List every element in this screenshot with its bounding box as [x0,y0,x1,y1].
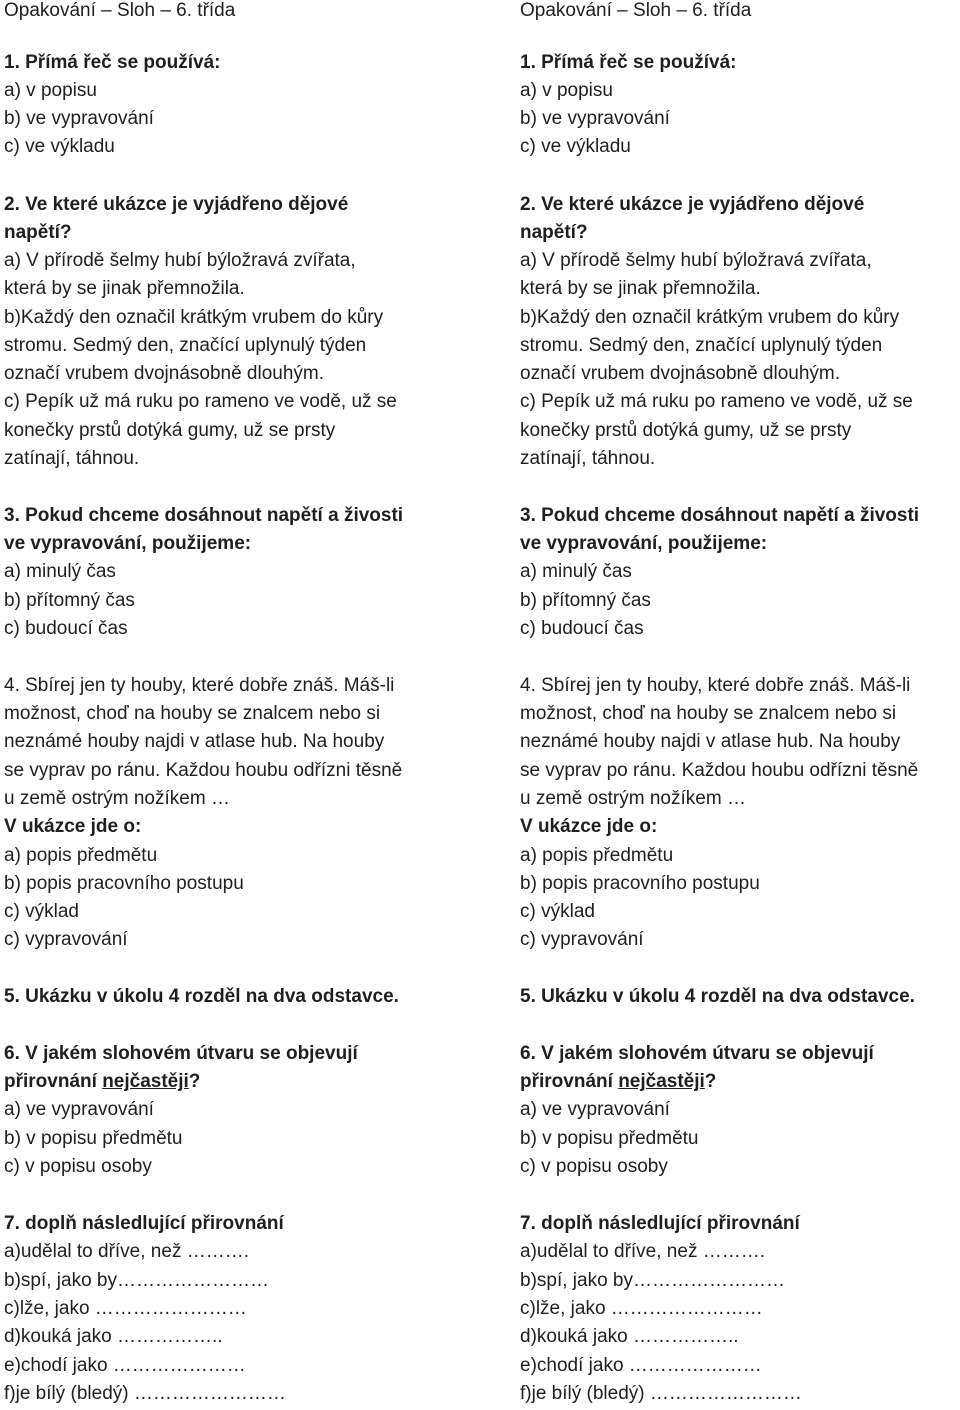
q4-text-line4: se vyprav po ránu. Každou houbu odřízni těsně [520,760,919,781]
q4-prompt: V ukázce jde o: [520,816,658,837]
q4-text-line5: u země ostrým nožíkem … [520,788,746,809]
q4-option-c1: c) výklad [4,901,79,922]
q4-option-a: a) popis předmětu [520,845,674,866]
q2-option-b-line1: b)Každý den označil krátkým vrubem do kůry [520,307,900,328]
q4-text-line2: možnost, choď na houby se znalcem nebo si [520,703,897,724]
q2-option-a-line1: a) V přírodě šelmy hubí býložravá zvířata, [4,250,356,271]
q4-text-line3: neznámé houby najdi v atlase hub. Na houby [520,731,901,752]
q1-question: 1. Přímá řeč se používá: [4,52,221,73]
q5-question: 5. Ukázku v úkolu 4 rozděl na dva odstavce. [520,986,915,1007]
q7-item-c: c)lže, jako …………………… [4,1298,247,1319]
q6-option-a: a) ve vypravování [520,1099,670,1120]
q7-question: 7. doplň následlující přirovnání [520,1213,800,1234]
q7-item-a: a)udělal to dříve, než ………. [520,1241,765,1262]
q3-option-a: a) minulý čas [520,561,632,582]
q4-option-c2: c) vypravování [520,929,644,950]
q7-item-c: c)lže, jako …………………… [520,1298,763,1319]
q4-option-c2: c) vypravování [4,929,128,950]
q6-question-post: ? [704,1071,717,1092]
q2-option-b-line3: označí vrubem dvojnásobně dlouhým. [4,363,325,384]
q7-item-f: f)je bílý (bledý) …………………… [4,1383,286,1404]
q1-option-b: b) ve vypravování [520,108,670,129]
q2-question-line2: napětí? [4,222,72,243]
q7-question: 7. doplň následlující přirovnání [4,1213,284,1234]
q6-question-line2 [4,1069,200,1095]
q3-option-b: b) přítomný čas [520,590,651,611]
q2-option-c-line3: zatínají, táhnou. [520,448,656,469]
q6-question-pre: přirovnání [520,1071,619,1092]
q4-option-a: a) popis předmětu [4,845,158,866]
q6-question-line1: 6. V jakém slohovém útvaru se objevují [520,1043,874,1064]
q2-option-a-line1: a) V přírodě šelmy hubí býložravá zvířata, [520,250,872,271]
q4-text-line1: 4. Sbírej jen ty houby, které dobře znáš. Máš-li [4,675,395,696]
q6-question-underlined: nejčastěji [618,1071,705,1092]
q7-item-b: b)spí, jako by…………………… [520,1270,785,1291]
q7-item-f: f)je bílý (bledý) …………………… [520,1383,802,1404]
q3-option-a: a) minulý čas [4,561,116,582]
q2-question-line1: 2. Ve které ukázce je vyjádřeno dějové [4,194,349,215]
q2-option-b-line3: označí vrubem dvojnásobně dlouhým. [520,363,841,384]
q4-option-b: b) popis pracovního postupu [520,873,760,894]
q6-option-c: c) v popisu osoby [520,1156,668,1177]
q1-option-c: c) ve výkladu [520,136,631,157]
q4-option-c1: c) výklad [520,901,595,922]
q2-option-a-line2: která by se jinak přemnožila. [4,278,245,299]
q2-option-b-line2: stromu. Sedmý den, značící uplynulý týden [520,335,883,356]
q3-question-line1: 3. Pokud chceme dosáhnout napětí a živosti [520,505,920,526]
q2-option-c-line3: zatínají, táhnou. [4,448,140,469]
q6-question-underlined: nejčastěji [102,1071,189,1092]
q4-option-b: b) popis pracovního postupu [4,873,244,894]
q2-question-line2: napětí? [520,222,588,243]
q6-question-pre: přirovnání [4,1071,103,1092]
q7-item-e: e)chodí jako ………………… [520,1355,762,1376]
q7-item-e: e)chodí jako ………………… [4,1355,246,1376]
q6-option-c: c) v popisu osoby [4,1156,152,1177]
worksheet-title: Opakování – Sloh – 6. třída [520,0,752,21]
q7-item-b: b)spí, jako by…………………… [4,1270,269,1291]
q7-item-d: d)kouká jako …………….. [4,1326,223,1347]
q2-option-b-line1: b)Každý den označil krátkým vrubem do kůry [4,307,384,328]
q4-text-line3: neznámé houby najdi v atlase hub. Na houby [4,731,385,752]
q2-option-c-line1: c) Pepík už má ruku po rameno ve vodě, už se [4,391,397,412]
q2-option-a-line2: která by se jinak přemnožila. [520,278,761,299]
q3-option-b: b) přítomný čas [4,590,135,611]
q2-option-b-line2: stromu. Sedmý den, značící uplynulý týden [4,335,367,356]
q6-question-line1: 6. V jakém slohovém útvaru se objevují [4,1043,358,1064]
q2-option-c-line1: c) Pepík už má ruku po rameno ve vodě, už se [520,391,913,412]
q1-option-c: c) ve výkladu [4,136,115,157]
q6-option-b: b) v popisu předmětu [4,1128,183,1149]
q7-item-a: a)udělal to dříve, než ………. [4,1241,249,1262]
q4-text-line2: možnost, choď na houby se znalcem nebo si [4,703,381,724]
q6-question-line2 [520,1069,716,1095]
worksheet-title: Opakování – Sloh – 6. třída [4,0,236,21]
q2-option-c-line2: konečky prstů dotýká gumy, už se prsty [520,420,852,441]
q4-prompt: V ukázce jde o: [4,816,142,837]
q3-option-c: c) budoucí čas [520,618,644,639]
q5-question: 5. Ukázku v úkolu 4 rozděl na dva odstavce. [4,986,399,1007]
q2-question-line1: 2. Ve které ukázce je vyjádřeno dějové [520,194,865,215]
q6-option-a: a) ve vypravování [4,1099,154,1120]
q4-text-line5: u země ostrým nožíkem … [4,788,230,809]
q6-question-post: ? [188,1071,201,1092]
q1-question: 1. Přímá řeč se používá: [520,52,737,73]
q1-option-a: a) v popisu [4,80,97,101]
q4-text-line1: 4. Sbírej jen ty houby, které dobře znáš. Máš-li [520,675,911,696]
q3-question-line1: 3. Pokud chceme dosáhnout napětí a živosti [4,505,404,526]
q7-item-d: d)kouká jako …………….. [520,1326,739,1347]
q2-option-c-line2: konečky prstů dotýká gumy, už se prsty [4,420,336,441]
q3-question-line2: ve vypravování, použijeme: [520,533,768,554]
q1-option-a: a) v popisu [520,80,613,101]
q3-option-c: c) budoucí čas [4,618,128,639]
q4-text-line4: se vyprav po ránu. Každou houbu odřízni těsně [4,760,403,781]
q1-option-b: b) ve vypravování [4,108,154,129]
q3-question-line2: ve vypravování, použijeme: [4,533,252,554]
q6-option-b: b) v popisu předmětu [520,1128,699,1149]
